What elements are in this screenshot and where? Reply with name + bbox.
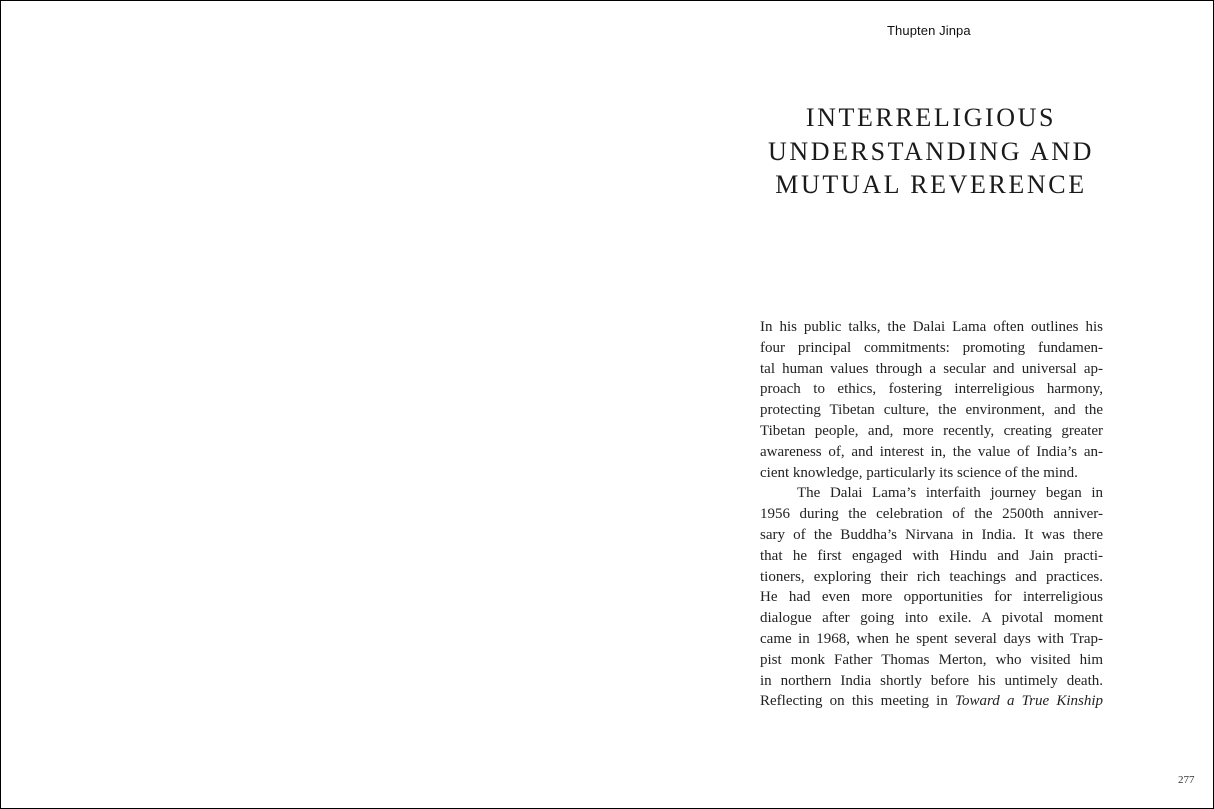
- body-line: awareness of, and interest in, the value of India’s an-: [760, 443, 1103, 460]
- body-line: Tibetan people, and, more recently, creating greater: [760, 422, 1103, 439]
- body-line: came in 1968, when he spent several days with Trap-: [760, 630, 1103, 647]
- running-head: Thupten Jinpa: [887, 23, 971, 38]
- page-number: 277: [1178, 774, 1195, 786]
- body-line: in northern India shortly before his untimely death.: [760, 672, 1103, 689]
- body-line: protecting Tibetan culture, the environment, and the: [760, 402, 1103, 419]
- body-line: proach to ethics, fostering interreligious harmony,: [760, 381, 1103, 398]
- body-line: 1956 during the celebration of the 2500th anniver-: [760, 506, 1103, 523]
- body-line: dialogue after going into exile. A pivotal moment: [760, 610, 1103, 627]
- body-line: that he first engaged with Hindu and Jain practi-: [760, 547, 1103, 564]
- body-line: sary of the Buddha’s Nirvana in India. It was there: [760, 526, 1103, 543]
- chapter-title-line: MUTUAL REVERENCE: [775, 170, 1087, 199]
- body-line: The Dalai Lama’s interfaith journey began in: [797, 485, 1103, 502]
- body-text: [760, 317, 1103, 712]
- body-line: tioners, exploring their rich teachings and practices.: [760, 568, 1103, 585]
- chapter-title: [741, 101, 1121, 202]
- body-line: He had even more opportunities for interreligious: [760, 589, 1103, 606]
- body-line: cient knowledge, particularly its science of the mind.: [760, 464, 1078, 481]
- chapter-title-line: UNDERSTANDING AND: [768, 136, 1094, 166]
- chapter-title-line: INTERRELIGIOUS: [805, 103, 1057, 132]
- body-line-text: Reflecting on this meeting in: [760, 693, 948, 710]
- body-line: tal human values through a secular and universal ap-: [760, 360, 1103, 377]
- book-title-italic: Toward a True Kinship: [955, 693, 1103, 710]
- body-line-with-citation: [760, 691, 1103, 712]
- body-line: In his public talks, the Dalai Lama often outlines his: [760, 319, 1103, 335]
- body-line: pist monk Father Thomas Merton, who visited him: [760, 651, 1103, 668]
- body-line: four principal commitments: promoting fundamen-: [760, 339, 1103, 356]
